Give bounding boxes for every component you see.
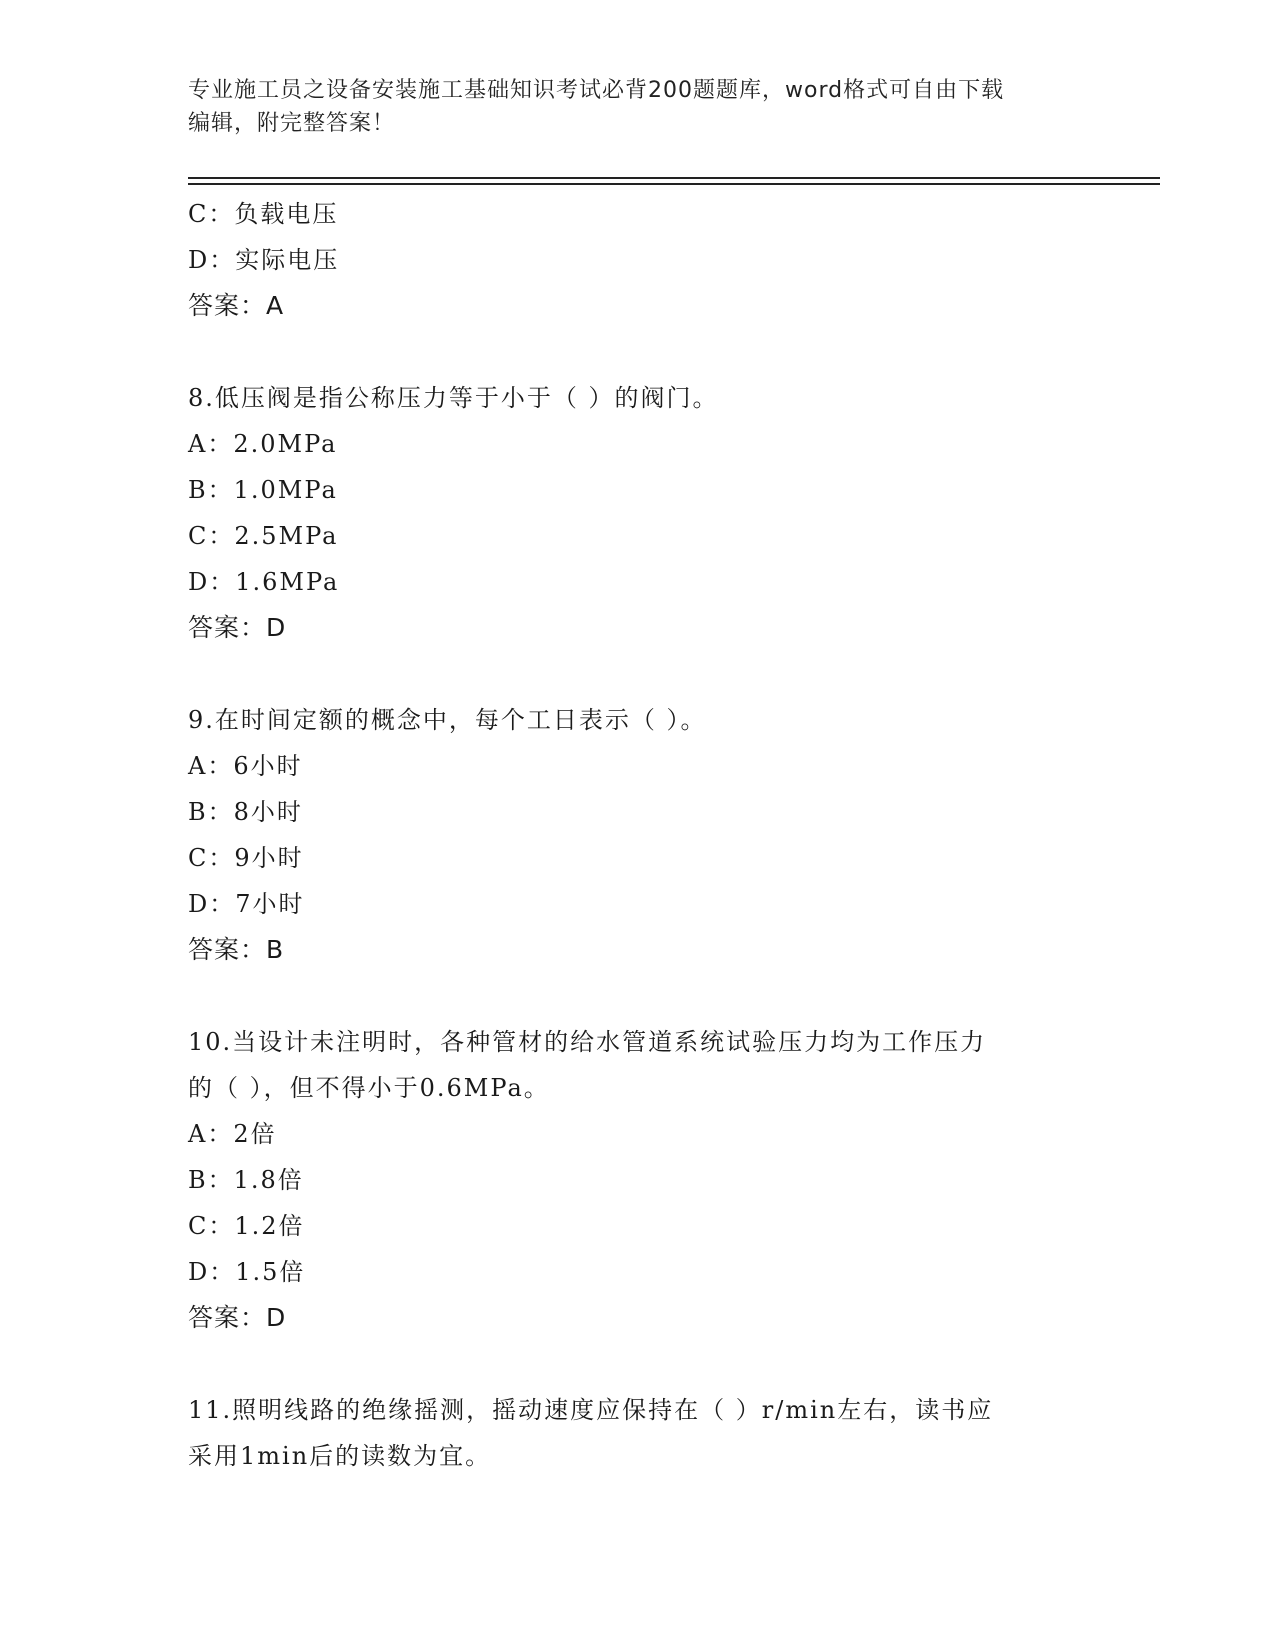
option-c: C：9小时 xyxy=(188,844,304,872)
option-c: C：负载电压 xyxy=(188,200,339,228)
spacer xyxy=(188,973,1088,1019)
question-11 xyxy=(188,1387,1088,1479)
header-line-2: 编辑，附完整答案！ xyxy=(188,111,396,136)
option-c: C：2.5MPa xyxy=(188,522,339,550)
spacer xyxy=(188,1341,1088,1387)
spacer xyxy=(188,651,1088,697)
answer: 答案：D xyxy=(188,613,287,642)
question-stem-line-2: 的（ ），但不得小于0.6MPa。 xyxy=(188,1074,550,1102)
answer: 答案：A xyxy=(188,291,285,320)
option-c: C：1.2倍 xyxy=(188,1212,305,1240)
option-d: D：7小时 xyxy=(188,890,305,918)
header-rule-top xyxy=(188,177,1160,179)
answer: 答案：B xyxy=(188,935,285,964)
option-d: D：1.6MPa xyxy=(188,568,340,596)
question-9 xyxy=(188,697,1088,973)
spacer xyxy=(188,329,1088,375)
option-b: B：1.8倍 xyxy=(188,1166,304,1194)
question-stem: 8.低压阀是指公称压力等于小于（ ）的阀门。 xyxy=(188,384,719,412)
question-stem-line-2: 采用1min后的读数为宜。 xyxy=(188,1442,492,1470)
option-b: B：8小时 xyxy=(188,798,303,826)
option-b: B：1.0MPa xyxy=(188,476,338,504)
option-a: A：2倍 xyxy=(188,1120,277,1148)
answer: 答案：D xyxy=(188,1303,287,1332)
header-line-1: 专业施工员之设备安装施工基础知识考试必背200题题库，word格式可自由下载 xyxy=(188,78,1005,103)
question-stem-line-1: 11.照明线路的绝缘摇测，摇动速度应保持在（ ）r/min左右，读书应 xyxy=(188,1396,994,1424)
question-fragment xyxy=(188,191,1088,329)
question-stem-line-1: 10.当设计未注明时，各种管材的给水管道系统试验压力均为工作压力 xyxy=(188,1028,987,1056)
option-d: D：1.5倍 xyxy=(188,1258,306,1286)
question-stem: 9.在时间定额的概念中，每个工日表示（ ）。 xyxy=(188,706,707,734)
option-a: A：2.0MPa xyxy=(188,430,338,458)
option-a: A：6小时 xyxy=(188,752,303,780)
question-10 xyxy=(188,1019,1088,1341)
question-list xyxy=(188,191,1088,1479)
document-header xyxy=(188,74,1068,140)
question-8 xyxy=(188,375,1088,651)
header-rule-bottom xyxy=(188,183,1160,185)
option-d: D：实际电压 xyxy=(188,246,340,274)
